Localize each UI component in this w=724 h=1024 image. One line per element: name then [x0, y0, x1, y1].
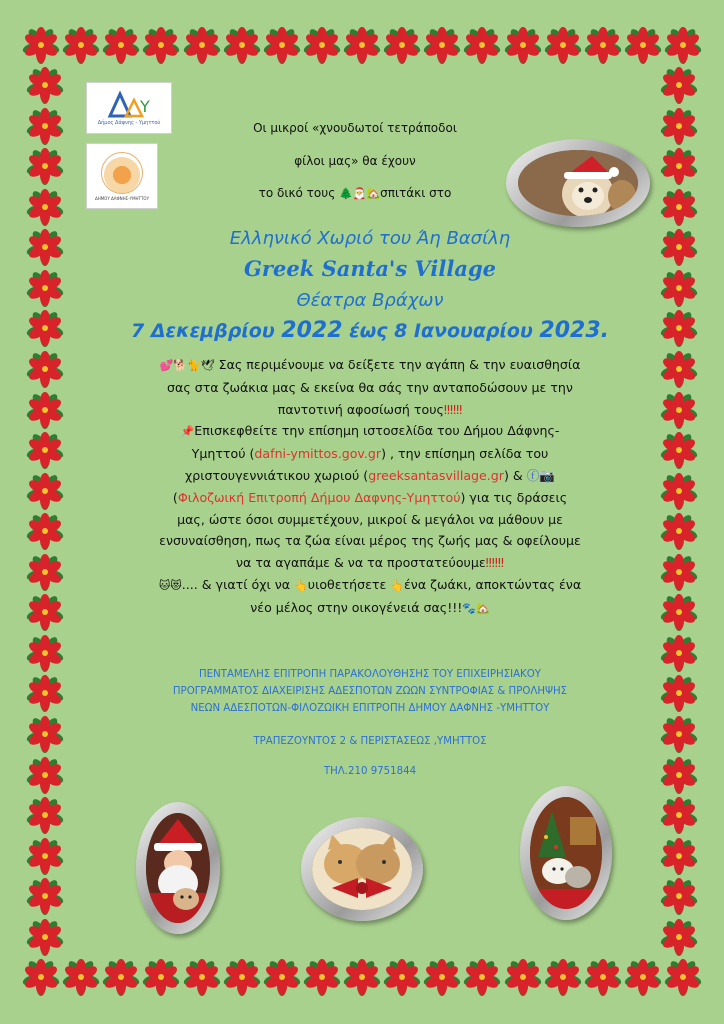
poinsettia-icon [660, 66, 698, 104]
poinsettia-icon [463, 958, 501, 996]
committee-page-link[interactable]: Φιλοζωική Επιτροπή Δήμου Δαφνης-Υμηττού [177, 489, 461, 505]
poinsettia-icon [26, 309, 64, 347]
poinsettia-icon [660, 309, 698, 347]
poinsettia-icon [26, 350, 64, 388]
christmas-emoji-icon: 🌲🎅🏡 [339, 187, 381, 200]
body-paragraphs [100, 354, 640, 620]
facebook-instagram-icon[interactable]: ⓕ📷 [526, 467, 555, 483]
paragraph-visit-websites [100, 420, 640, 574]
poinsettia-icon [26, 634, 64, 672]
poinsettia-icon [26, 593, 64, 631]
intro-line-3-text-b: σπιτάκι στο [380, 186, 452, 200]
poinsettia-icon [263, 958, 301, 996]
poinsettia-icon [660, 837, 698, 875]
poinsettia-icon [584, 26, 622, 64]
paragraph-2-line-7: να τα αγαπάμε & να τα προστατεύουμε [235, 555, 486, 571]
paw-heart-icon [101, 152, 143, 194]
municipality-logo-caption: Δήμος Δάφνης - Υμηττού [97, 120, 161, 126]
paragraph-3-text-c: ένα ζωάκι, αποκτώντας ένα [404, 576, 582, 592]
dog-in-santa-hat-photo [518, 150, 638, 216]
poinsettia-icon [223, 26, 261, 64]
intro-line-3 [190, 186, 520, 200]
poinsettia-border-left [26, 66, 66, 956]
poinsettia-icon [660, 147, 698, 185]
poinsettia-icon [22, 958, 60, 996]
footer-phone: ΤΗΛ.210 9751844 [323, 766, 417, 777]
poinsettia-icon [142, 958, 180, 996]
poinsettia-icon [303, 26, 341, 64]
poinsettia-icon [584, 958, 622, 996]
photo-frame-center [301, 817, 423, 921]
poinsettia-icon [26, 837, 64, 875]
pointing-hand-icon: 👆 [390, 578, 404, 592]
poinsettia-icon [383, 958, 421, 996]
poinsettia-icon [660, 228, 698, 266]
poinsettia-icon [504, 26, 542, 64]
poinsettia-icon [26, 66, 64, 104]
pointing-hand-icon: 👆 [294, 578, 308, 592]
photo-frame-left [136, 802, 220, 934]
committee-logo-caption: ΔΗΜΟΥ ΔΑΦΝΗΣ-ΥΜΗΤΤΟΥ [94, 195, 150, 201]
intro-line-3-text-a: το δικό τους [258, 186, 340, 200]
poinsettia-icon [303, 958, 341, 996]
event-title-english: Greek Santa's Village [244, 256, 496, 281]
poinsettia-icon [26, 472, 64, 510]
paragraph-2-text-d: χριστουγεννιάτικου χωριού ( [184, 467, 369, 483]
paragraph-3-text-b: υιοθετήσετε [307, 576, 391, 592]
photo-frame-top [506, 139, 650, 227]
footer-line-2: ΠΡΟΓΡΑΜΜΑΤΟΣ ΔΙΑΧΕΙΡΙΣΗΣ ΑΔΕΣΠΟΤΩΝ ΖΩΩΝ ΣΥΝΤΡΟΦΙΑΣ & ΠΡΟΛΗΨΗΣ [172, 686, 568, 697]
poinsettia-icon [463, 26, 501, 64]
paragraph-1-line-1: Σας περιμένουμε να δείξετε την αγάπη & την ευαισθησία [214, 357, 581, 372]
poinsettia-icon [624, 958, 662, 996]
intro-line-1: Οι μικροί «χνουδωτοί τετράποδοι [253, 121, 457, 135]
poinsettia-icon [660, 918, 698, 956]
poinsettia-icon [660, 715, 698, 753]
municipality-logo-icon [104, 90, 154, 120]
poinsettia-icon [343, 26, 381, 64]
poinsettia-icon [660, 756, 698, 794]
poinsettia-icon [664, 958, 702, 996]
poinsettia-border-top [22, 26, 702, 66]
poinsettia-icon [183, 26, 221, 64]
cat-faces-emoji-icon: 🐱😻 [158, 578, 182, 592]
poinsettia-icon [102, 958, 140, 996]
paragraph-1-line-2: σας στα ζωάκια μας & εκείνα θα σάς την ανταποδώσουν με την [167, 379, 573, 395]
poinsettia-icon [660, 553, 698, 591]
year-end: 2023. [539, 318, 610, 343]
poinsettia-icon [183, 958, 221, 996]
poinsettia-icon [263, 26, 301, 64]
footer-line-3: ΝΕΩΝ ΑΔΕΣΠΟΤΩΝ-ΦΙΛΟΖΩΙΚΗ ΕΠΙΤΡΟΠΗ ΔΗΜΟΥ ΔΑΦΝΗΣ -ΥΜΗΤΤΟΥ [190, 703, 550, 714]
poinsettia-icon [102, 26, 140, 64]
event-venue: Θέατρα Βράχων [296, 290, 444, 311]
paragraph-1-line-3: παντοτινή αφοσίωσή τους [277, 401, 444, 417]
poinsettia-icon [660, 391, 698, 429]
santa-with-puppy-photo [146, 813, 210, 923]
poinsettia-icon [26, 269, 64, 307]
poinsettia-icon [26, 918, 64, 956]
poinsettia-icon [343, 958, 381, 996]
poinsettia-icon [423, 26, 461, 64]
footer-address: ΤΡΑΠΕΖΟΥΝΤΟΣ 2 & ΠΕΡΙΣΤΑΣΕΩΣ ,ΥΜΗΤΤΟΣ [253, 736, 487, 747]
poinsettia-icon [544, 958, 582, 996]
poinsettia-icon [26, 796, 64, 834]
puppy-and-kitten-by-christmas-tree-photo [530, 797, 602, 909]
paragraph-2-text-b: Υμηττού ( [191, 446, 255, 462]
committee-footer [100, 666, 640, 717]
poinsettia-icon [22, 26, 60, 64]
poinsettia-icon [423, 958, 461, 996]
poinsettia-icon [26, 877, 64, 915]
dates-start: 7 Δεκεμβρίου [130, 320, 282, 342]
poinsettia-icon [26, 431, 64, 469]
poinsettia-icon [660, 634, 698, 672]
poinsettia-icon [26, 147, 64, 185]
poinsettia-border-right [660, 66, 700, 956]
pushpin-icon: 📌 [180, 425, 195, 439]
poinsettia-icon [62, 958, 100, 996]
poinsettia-icon [62, 26, 100, 64]
paw-house-emoji-icon: 🐾🏡 [462, 601, 490, 615]
poinsettia-icon [26, 188, 64, 226]
poinsettia-icon [383, 26, 421, 64]
dates-end: έως 8 Ιανουαρίου [342, 320, 540, 342]
poinsettia-icon [142, 26, 180, 64]
poinsettia-icon [660, 350, 698, 388]
paragraph-adopt [100, 574, 640, 620]
paragraph-invitation [100, 354, 640, 420]
paragraph-2-text-e: ) & [503, 467, 527, 483]
santas-village-website-link[interactable]: greeksantasvillage.gr [368, 467, 504, 483]
poinsettia-icon [26, 715, 64, 753]
poinsettia-icon [26, 391, 64, 429]
paragraph-2-text-f: ( [172, 489, 178, 505]
poinsettia-icon [26, 512, 64, 550]
paragraph-2-text-c: ) , την επίσημη σελίδα του [381, 446, 549, 462]
paragraph-2-line-6: ενσυναίσθηση, πως τα ζώα είναι μέρος της ζωής μας & οφείλουμε [159, 533, 581, 549]
photo-frame-right [520, 786, 612, 920]
paragraph-3-line-2: νέο μέλος στην οικογένειά σας!!! [250, 599, 463, 615]
paragraph-2-line-5: μας, ώστε όσοι συμμετέχουν, μικροί & μεγάλοι να μάθουν με [177, 511, 563, 527]
poinsettia-icon [624, 26, 662, 64]
poinsettia-icon [26, 756, 64, 794]
poinsettia-icon [26, 674, 64, 712]
svg-text:Y: Y [140, 97, 150, 116]
poinsettia-icon [26, 553, 64, 591]
paragraph-2-text-g: ) για τις δράσεις [460, 489, 568, 505]
poinsettia-icon [664, 26, 702, 64]
poinsettia-icon [660, 269, 698, 307]
poinsettia-icon [660, 674, 698, 712]
poinsettia-icon [544, 26, 582, 64]
poinsettia-icon [504, 958, 542, 996]
event-title-greek: Ελληνικό Χωριό του Άη Βασίλη [229, 228, 511, 249]
exclamation-icon: ‼‼‼ [443, 401, 463, 417]
poinsettia-icon [26, 107, 64, 145]
intro-line-2: φίλοι μας» θα έχουν [294, 154, 416, 168]
poinsettia-icon [660, 431, 698, 469]
kittens-with-red-bow-photo [312, 828, 412, 910]
paragraph-3-text-a: .... & γιατί όχι να [181, 576, 295, 592]
paragraph-2-line-1: Επισκεφθείτε την επίσημη ιστοσελίδα του Δήμου Δάφνης- [194, 423, 560, 439]
poinsettia-icon [660, 877, 698, 915]
pets-emoji-icon: 💕🐕🐈🕊 [159, 359, 215, 372]
poinsettia-icon [660, 472, 698, 510]
animal-welfare-committee-logo [86, 143, 158, 209]
event-dates [100, 318, 640, 343]
exclamation-icon: ‼‼‼ [485, 555, 505, 571]
poinsettia-icon [660, 593, 698, 631]
poinsettia-icon [26, 228, 64, 266]
footer-line-1: ΠΕΝΤΑΜΕΛΗΣ ΕΠΙΤΡΟΠΗ ΠΑΡΑΚΟΛΟΥΘΗΣΗΣ ΤΟΥ ΕΠΙΧΕΙΡΗΣΙΑΚΟΥ [199, 669, 541, 680]
poinsettia-icon [660, 796, 698, 834]
municipality-website-link[interactable]: dafni-ymittos.gov.gr [254, 446, 382, 462]
year-start: 2022 [281, 318, 343, 343]
poinsettia-icon [660, 107, 698, 145]
municipality-logo [86, 82, 172, 134]
poinsettia-icon [660, 188, 698, 226]
poinsettia-border-bottom [22, 958, 702, 998]
poinsettia-icon [223, 958, 261, 996]
poinsettia-icon [660, 512, 698, 550]
